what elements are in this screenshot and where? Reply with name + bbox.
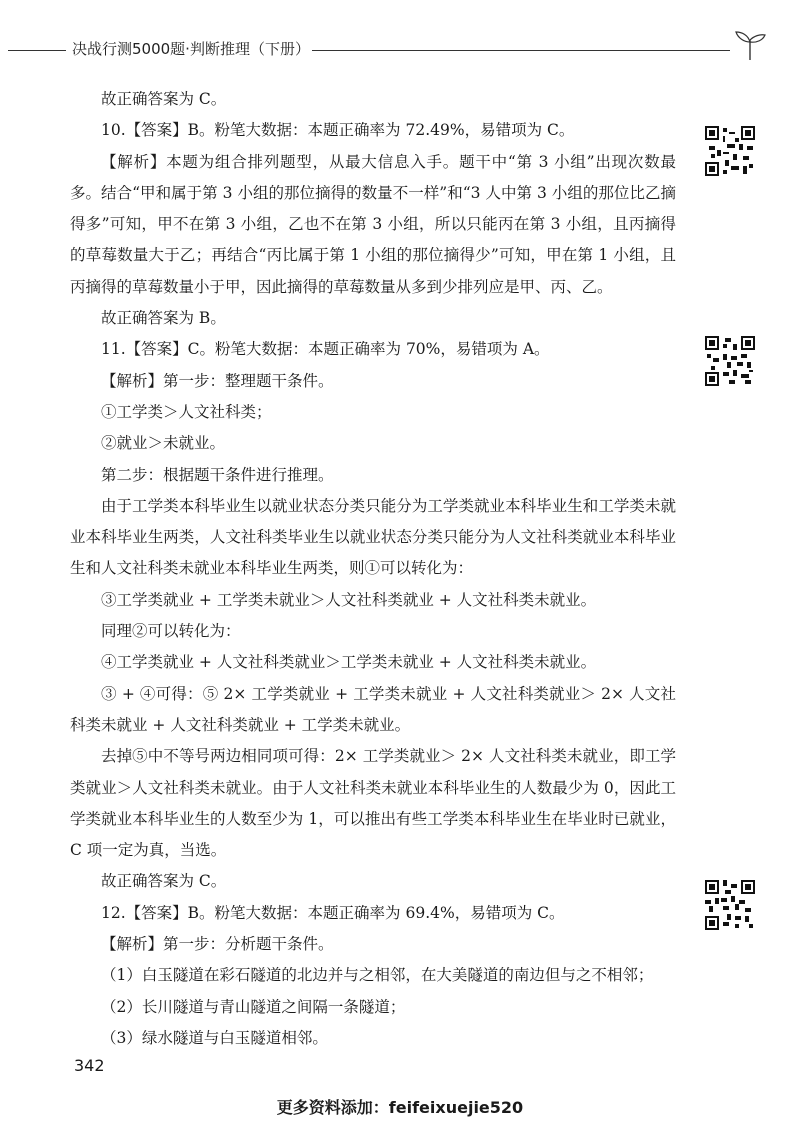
- answer-explanations: [70, 84, 676, 1054]
- footer-contact-note: 更多资料添加：feifeixuejie520: [276, 1098, 524, 1117]
- analysis-11-step2: 第二步：根据题干条件进行推理。: [101, 465, 334, 484]
- sprout-icon: [732, 28, 768, 62]
- condition-2: ②就业＞未就业。: [101, 434, 226, 453]
- answer-10-number: 10.: [101, 121, 126, 140]
- qr-code-icon[interactable]: [705, 880, 755, 930]
- reasoning-11-a: 由于工学类本科毕业生以就业状态分类只能分为工学类就业本科毕业生和工学类未就业本科毕业生两类，人文社科类毕业生以就业状态分类只能分为人文社科类就业本科毕业生和人文社科类未就业本科毕业生两类，则①可以转化为：: [70, 496, 676, 578]
- conclusion-11: 故正确答案为 C。: [101, 872, 227, 891]
- formula-5: ③ + ④可得：⑤ 2× 工学类就业 + 工学类未就业 + 人文社科类就业＞ 2× 人文社科类未就业 + 人文社科类就业 + 工学类未就业。: [70, 684, 676, 734]
- reasoning-11-c: 去掉⑤中不等号两边相同项可得：2× 工学类就业＞ 2× 人文社科类未就业，即工学类就业＞人文社科类未就业。由于人文社科类未就业本科毕业生的人数最少为 0，因此工学类就业本科毕业生的人数至少为 1，可以推出有些工学类本科毕业生在毕业时已就业，C 项一定为真，当选。: [70, 747, 676, 860]
- formula-4: ④工学类就业 + 人文社科类就业＞工学类未就业 + 人文社科类未就业。: [101, 653, 597, 672]
- header-rule-left: [8, 50, 66, 51]
- header-rule-right: [312, 50, 730, 51]
- answer-10-text: 【答案】B。粉笔大数据：本题正确率为 72.49%，易错项为 C。: [125, 121, 575, 140]
- qr-code-icon[interactable]: [705, 126, 755, 176]
- answer-11: 11.【答案】C。粉笔大数据：本题正确率为 70%，易错项为 A。: [101, 340, 550, 359]
- condition-12-1: （1）白玉隧道在彩石隧道的北边并与之相邻，在大美隧道的南边但与之不相邻；: [101, 966, 654, 985]
- conclusion-10: 故正确答案为 B。: [101, 309, 226, 328]
- running-header-title: 决战行测5000题·判断推理（下册）: [72, 40, 310, 58]
- analysis-12-step1: 【解析】第一步：分析题干条件。: [101, 935, 334, 954]
- answer-10: [70, 115, 676, 146]
- page-number: 342: [74, 1056, 105, 1075]
- analysis-10: 【解析】本题为组合排列题型，从最大信息入手。题干中“第 3 小组”出现次数最多。结合“甲和属于第 3 小组的那位摘得的数量不一样”和“3 人中第 3 小组的那位比乙摘得多”可知，甲不在第 3 小组，乙也不在第 3 小组，所以只能丙在第 3 小组，且丙摘得的草莓数量大于乙；再结合“丙比属于第 1 小组的那位摘得少”可知，甲在第 1 小组，且丙摘得的草莓数量小于甲，因此摘得的草莓数量从多到少排列应是甲、丙、乙。: [70, 152, 676, 296]
- formula-3: ③工学类就业 + 工学类未就业＞人文社科类就业 + 人文社科类未就业。: [101, 590, 597, 609]
- qr-code-icon[interactable]: [705, 336, 755, 386]
- condition-1: ①工学类＞人文社科类；: [101, 402, 272, 421]
- analysis-11-step1: 【解析】第一步：整理题干条件。: [101, 371, 334, 390]
- condition-12-3: （3）绿水隧道与白玉隧道相邻。: [101, 1028, 328, 1047]
- reasoning-11-b: 同理②可以转化为：: [101, 622, 241, 641]
- conclusion-9: 故正确答案为 C。: [101, 90, 227, 108]
- answer-12: 12.【答案】B。粉笔大数据：本题正确率为 69.4%，易错项为 C。: [101, 903, 565, 922]
- condition-12-2: （2）长川隧道与青山隧道之间隔一条隧道；: [101, 997, 406, 1016]
